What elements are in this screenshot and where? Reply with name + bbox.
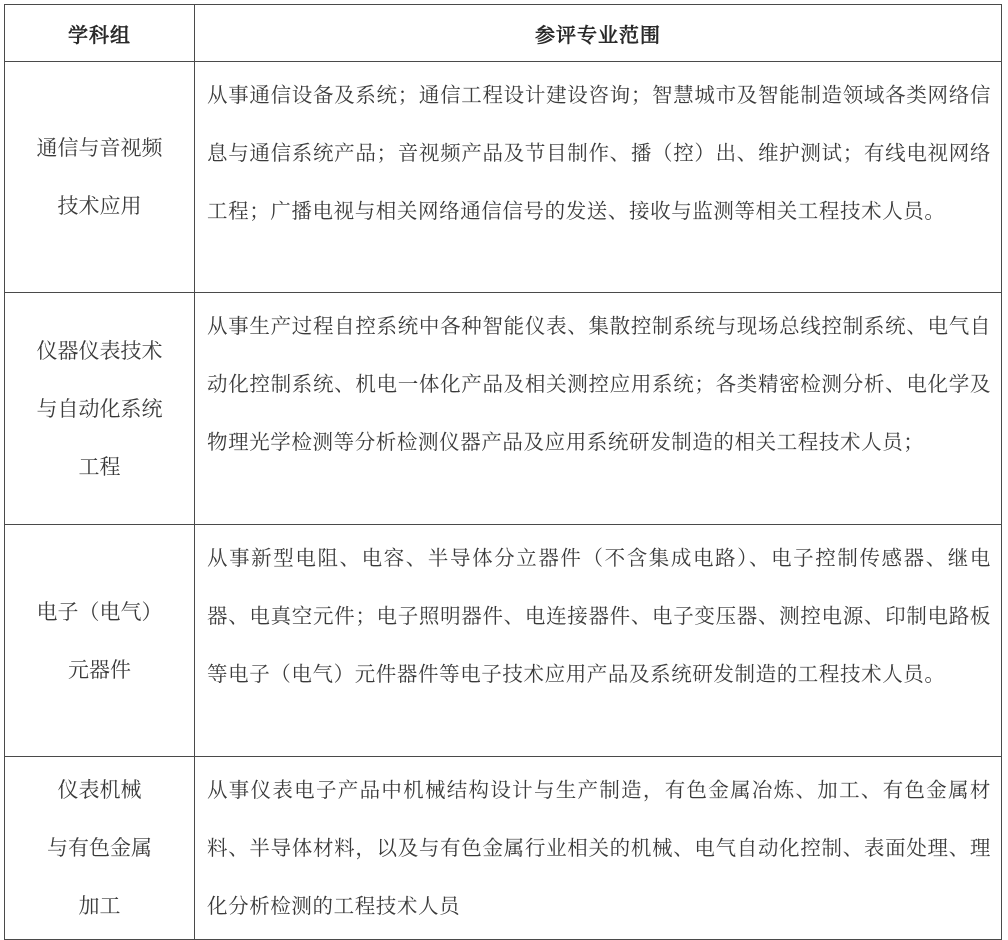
evaluation-scope-cell: 从事生产过程自控系统中各种智能仪表、集散控制系统与现场总线控制系统、电气自动化控制系统、机电一体化产品及相关测控应用系统；各类精密检测分析、电化学及物理光学检测等分析检测仪器产品及应用系统研发制造的相关工程技术人员； (195, 293, 1002, 525)
evaluation-scope-cell: 从事仪表电子产品中机械结构设计与生产制造，有色金属冶炼、加工、有色金属材料、半导体材料，以及与有色金属行业相关的机械、电气自动化控制、表面处理、理化分析检测的工程技术人员 (195, 757, 1002, 940)
evaluation-scope-cell: 从事新型电阻、电容、半导体分立器件（不含集成电路）、电子控制传感器、继电器、电真空元件；电子照明器件、电连接器件、电子变压器、测控电源、印制电路板等电子（电气）元件器件等电子技术应用产品及系统研发制造的工程技术人员。 (195, 525, 1002, 757)
discipline-scope-table (4, 4, 1002, 940)
header-discipline-group: 学科组 (5, 5, 195, 62)
discipline-group-line: 技术应用 (57, 194, 142, 218)
discipline-group-line: 电子（电气） (36, 599, 163, 624)
discipline-group-line: 工程 (78, 454, 121, 479)
header-evaluation-scope: 参评专业范围 (195, 5, 1002, 62)
discipline-group-cell (5, 293, 195, 525)
discipline-group-line: 仪器仪表技术 (36, 338, 163, 363)
discipline-group-cell (5, 62, 195, 293)
evaluation-scope-cell: 从事通信设备及系统；通信工程设计建设咨询；智慧城市及智能制造领域各类网络信息与通信系统产品；音视频产品及节目制作、播（控）出、维护测试；有线电视网络工程；广播电视与相关网络通信信号的发送、接收与监测等相关工程技术人员。 (195, 62, 1002, 293)
table-row (5, 62, 1002, 293)
discipline-group-line: 元器件 (68, 657, 131, 682)
discipline-group-line: 加工 (78, 894, 121, 918)
table-row (5, 293, 1002, 525)
table-row (5, 757, 1002, 940)
table-header-row (5, 5, 1002, 62)
discipline-group-cell (5, 757, 195, 940)
discipline-group-line: 与有色金属 (47, 836, 152, 860)
discipline-group-line: 通信与音视频 (36, 136, 163, 160)
discipline-group-line: 仪表机械 (57, 778, 142, 802)
discipline-group-line: 与自动化系统 (36, 396, 163, 421)
discipline-group-cell (5, 525, 195, 757)
table-row (5, 525, 1002, 757)
